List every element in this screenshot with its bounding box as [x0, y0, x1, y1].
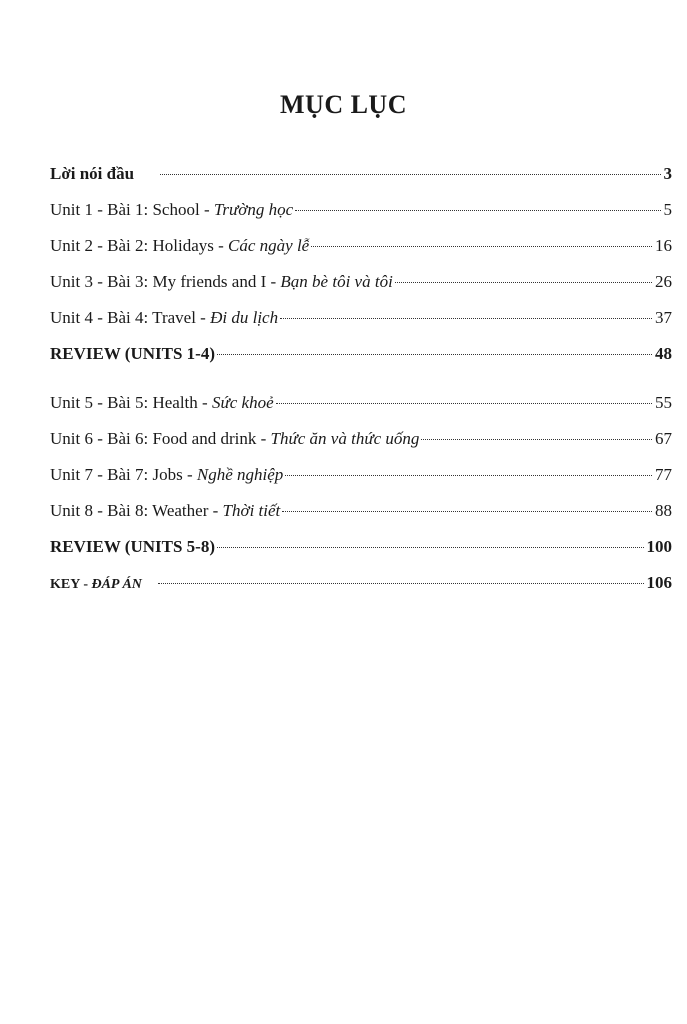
dot-leader	[295, 210, 660, 211]
dot-leader	[160, 174, 660, 175]
toc-entry-preface[interactable]	[50, 160, 672, 196]
toc-entry-label: REVIEW (UNITS 5-8)	[50, 537, 215, 556]
toc-unit-title: Unit 7 - Bài 7: Jobs	[50, 465, 183, 484]
toc-vietnamese-title: Đi du lịch	[210, 308, 279, 327]
toc-page-number: 3	[663, 164, 672, 183]
dot-leader	[311, 246, 652, 247]
toc-separator: -	[182, 465, 197, 484]
toc-page-number: 100	[646, 537, 672, 556]
toc-separator: -	[266, 272, 281, 291]
toc-unit-title: Unit 1 - Bài 1: School	[50, 200, 200, 219]
toc-page-number: 26	[655, 272, 672, 291]
toc-page-number: 48	[655, 344, 672, 363]
dot-leader	[395, 282, 652, 283]
toc-vietnamese-title: Sức khoẻ	[211, 393, 274, 412]
table-of-contents	[50, 160, 672, 605]
dot-leader	[282, 511, 652, 512]
toc-vietnamese-title: Nghề nghiệp	[196, 465, 284, 484]
toc-unit-title: Unit 8 - Bài 8: Weather	[50, 501, 209, 520]
toc-entry-unit-7[interactable]	[50, 461, 672, 497]
toc-entry-unit-1[interactable]	[50, 196, 672, 232]
toc-page-number: 88	[655, 501, 672, 520]
toc-entry-label	[50, 389, 274, 417]
dot-leader	[280, 318, 652, 319]
toc-entry-unit-5[interactable]	[50, 389, 672, 425]
toc-entry-label: Lời nói đầu	[50, 164, 135, 183]
toc-entry-unit-3[interactable]	[50, 268, 672, 304]
dot-leader	[276, 403, 652, 404]
toc-entry-label	[50, 571, 142, 599]
toc-page-number: 55	[655, 393, 672, 412]
toc-unit-title: Unit 6 - Bài 6: Food and drink	[50, 429, 257, 448]
toc-entry-unit-4[interactable]	[50, 304, 672, 340]
toc-vietnamese-title: ĐÁP ÁN	[91, 577, 142, 592]
toc-vietnamese-title: Thức ăn và thức uống	[270, 429, 420, 448]
dot-leader	[421, 439, 652, 440]
toc-unit-title: Unit 5 - Bài 5: Health	[50, 393, 198, 412]
toc-separator: -	[208, 501, 223, 520]
dot-leader	[285, 475, 652, 476]
toc-entry-label	[50, 425, 419, 453]
toc-page-number: 37	[655, 308, 672, 327]
toc-entry-label	[50, 196, 293, 224]
toc-entry-unit-8[interactable]	[50, 497, 672, 533]
toc-vietnamese-title: Trường học	[213, 200, 294, 219]
toc-vietnamese-title: Các ngày lễ	[228, 236, 310, 255]
toc-separator: -	[199, 200, 214, 219]
toc-entry-label	[50, 497, 280, 525]
toc-key-title: KEY -	[50, 577, 92, 592]
dot-leader	[158, 583, 644, 584]
toc-page-number: 106	[646, 573, 672, 592]
toc-unit-title: Unit 4 - Bài 4: Travel	[50, 308, 196, 327]
toc-entry-key[interactable]	[50, 569, 672, 605]
toc-entry-label	[50, 461, 283, 489]
toc-page-number: 5	[663, 200, 672, 219]
toc-vietnamese-title: Thời tiết	[222, 501, 281, 520]
toc-entry-review-1[interactable]	[50, 340, 672, 376]
toc-entry-unit-2[interactable]	[50, 232, 672, 268]
toc-vietnamese-title: Bạn bè tôi và tôi	[280, 272, 393, 291]
dot-leader	[217, 354, 652, 355]
toc-separator: -	[213, 236, 229, 255]
toc-entry-label	[50, 304, 278, 332]
page-title: MỤC LỤC	[280, 90, 407, 119]
toc-entry-label: REVIEW (UNITS 1-4)	[50, 344, 215, 363]
toc-page-number: 77	[655, 465, 672, 484]
toc-unit-title: Unit 2 - Bài 2: Holidays	[50, 236, 214, 255]
toc-separator: -	[195, 308, 211, 327]
toc-entry-review-2[interactable]	[50, 533, 672, 569]
dot-leader	[217, 547, 644, 548]
toc-separator: -	[197, 393, 212, 412]
toc-entry-unit-6[interactable]	[50, 425, 672, 461]
toc-unit-title: Unit 3 - Bài 3: My friends and I	[50, 272, 267, 291]
toc-page-number: 16	[655, 236, 672, 255]
toc-separator: -	[256, 429, 271, 448]
toc-entry-label	[50, 268, 393, 296]
toc-page-number: 67	[655, 429, 672, 448]
toc-entry-label	[50, 232, 309, 260]
